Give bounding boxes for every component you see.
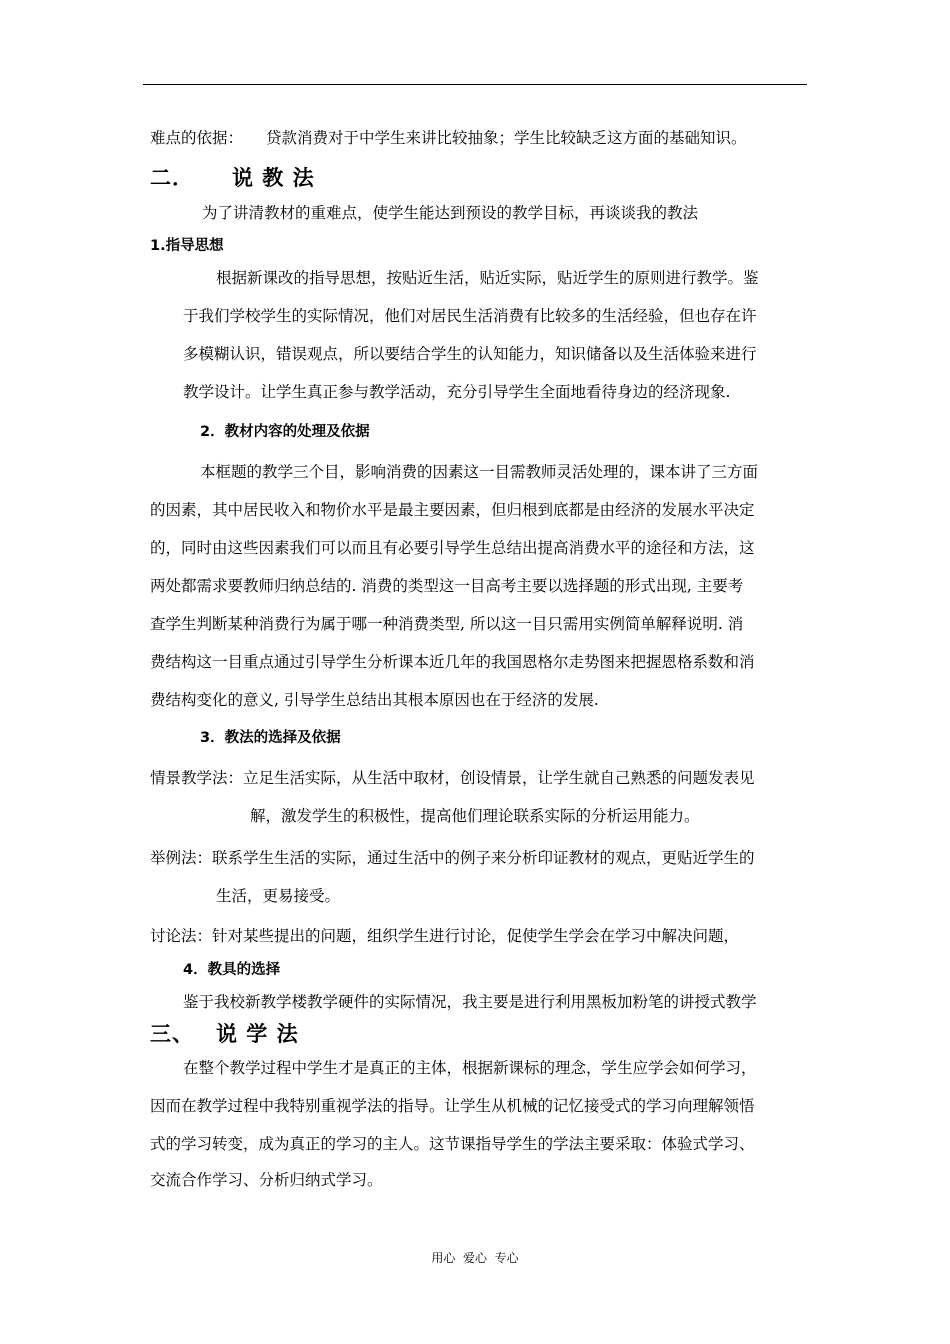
example-method-line: 举例法：联系学生生活的实际，通过生活中的例子来分析印证教材的观点，更贴近学生的 (150, 849, 755, 867)
section3-line: 式的学习转变，成为真正的学习的主人。这节课指导学生的学法主要采取：体验式学习、 (150, 1135, 755, 1153)
tools-heading: 4．教具的选择 (183, 962, 281, 978)
guide-line: 根据新课改的指导思想，按贴近生活，贴近实际，贴近学生的原则进行教学。鉴 (216, 269, 759, 287)
guide-line: 于我们学校学生的实际情况，他们对居民生活消费有比较多的生活经验，但也存在许 (183, 307, 757, 325)
section3-line: 交流合作学习、分析归纳式学习。 (150, 1171, 383, 1189)
section3-number: 三、 (150, 1022, 194, 1046)
content-line: 两处都需求要教师归纳总结的. 消费的类型这一目高考主要以选择题的形式出现, 主要考 (150, 577, 744, 595)
section2-title: 说 教 法 (232, 166, 315, 190)
content-line: 费结构变化的意义, 引导学生总结出其根本原因也在于经济的发展. (150, 691, 599, 709)
content-line: 的，同时由这些因素我们可以而且有必要引导学生总结出提高消费水平的途径和方法，这 (150, 539, 755, 557)
scenario-method-line: 解，激发学生的积极性，提高他们理论联系实际的分析运用能力。 (250, 807, 700, 825)
section2-intro: 为了讲清教材的重难点，使学生能达到预设的教学目标，再谈谈我的教法 (202, 204, 699, 222)
scenario-method-line: 情景教学法：立足生活实际，从生活中取材，创设情景，让学生就自己熟悉的问题发表见 (150, 769, 755, 787)
content-line: 费结构这一目重点通过引导学生分析课本近几年的我国恩格尔走势图来把握恩格系数和消 (150, 653, 755, 671)
content-line: 本框题的教学三个目，影响消费的因素这一目需教师灵活处理的，课本讲了三方面 (200, 463, 759, 481)
section3-line: 因而在教学过程中我特别重视学法的指导。让学生从机械的记忆接受式的学习向理解领悟 (150, 1097, 755, 1115)
section2-number: 二． (150, 166, 194, 190)
content-line: 查学生判断某种消费行为属于哪一种消费类型, 所以这一目只需用实例简单解释说明. 消 (150, 615, 744, 633)
difficulty-basis-text: 贷款消费对于中学生来讲比较抽象；学生比较缺乏这方面的基础知识。 (266, 129, 747, 147)
guide-line: 教学设计。让学生真正参与教学活动，充分引导学生全面地看待身边的经济现象. (183, 383, 731, 401)
difficulty-basis-label: 难点的依据： (150, 129, 244, 147)
example-method-line: 生活，更易接受。 (216, 887, 341, 905)
content-line: 的因素，其中居民收入和物价水平是最主要因素，但归根到底都是由经济的发展水平决定 (150, 501, 755, 519)
content-heading: 2．教材内容的处理及依据 (200, 424, 370, 440)
page-footer: 用心 爱心 专心 (431, 1251, 519, 1265)
header-rule (143, 84, 807, 85)
section3-title: 说 学 法 (216, 1022, 299, 1046)
discussion-method-line: 讨论法：针对某些提出的问题，组织学生进行讨论，促使学生学会在学习中解决问题， (150, 927, 740, 945)
tools-text: 鉴于我校新教学楼教学硬件的实际情况，我主要是进行利用黑板加粉笔的讲授式教学 (183, 993, 757, 1011)
section3-line: 在整个教学过程中学生才是真正的主体，根据新课标的理念，学生应学会如何学习， (183, 1059, 757, 1077)
guide-line: 多模糊认识，错误观点，所以要结合学生的认知能力，知识储备以及生活体验来进行 (183, 345, 757, 363)
guide-heading: 1.指导思想 (150, 238, 224, 254)
methods-heading: 3．教法的选择及依据 (200, 730, 341, 746)
